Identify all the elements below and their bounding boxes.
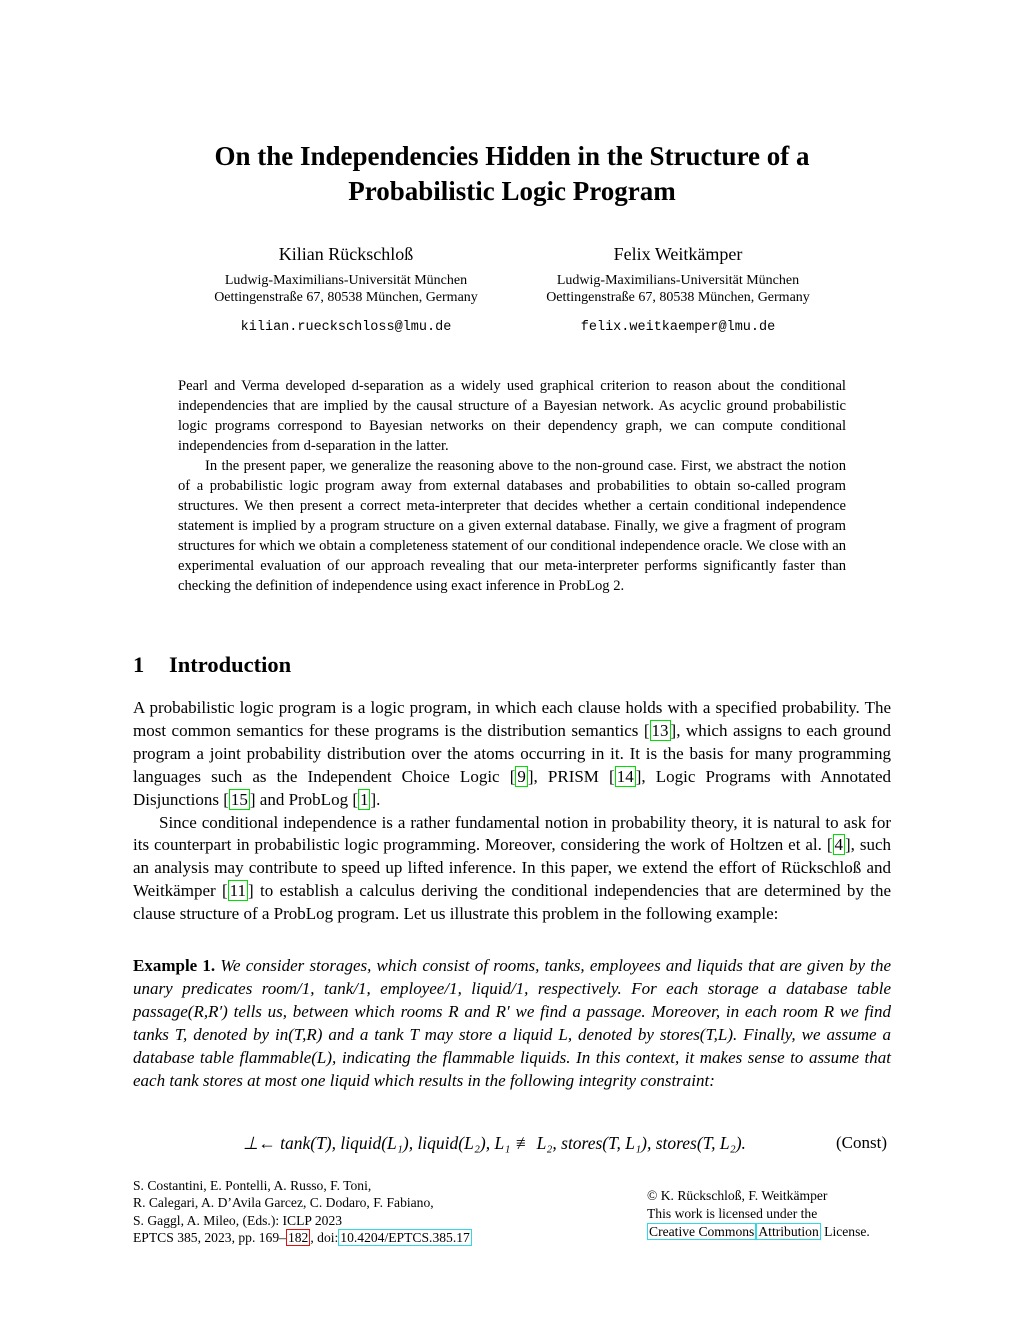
abstract-paragraph: Pearl and Verma developed d-separation as a widely used graphical criterion to reason about the conditional independencies that are implied by the causal structure of a Bayesian network. As acyclic ground probabilistic logic programs correspond to Bayesian networks on their dependency graph, we can compute conditional independencies from d-separation in the latter. [178, 378, 846, 454]
citation-link[interactable]: 4 [834, 835, 843, 855]
paper-title [130, 139, 894, 209]
abstract [178, 376, 846, 596]
section-heading [133, 651, 291, 679]
text-run: ], such an analysis may contribute to speed up lifted inference. In this paper, we extend the effort of Rückschloß and Weitkämper [ [133, 835, 892, 901]
title-line-2: Probabilistic Logic Program [348, 176, 676, 206]
intro-paragraph [133, 812, 891, 927]
footer-license [647, 1187, 870, 1241]
author-name: Kilian Rückschloß [278, 244, 414, 264]
author-1 [200, 242, 492, 335]
citation-link[interactable]: 9 [517, 766, 526, 786]
author-affiliation-line: Ludwig-Maximilians-Universität München [556, 273, 800, 288]
section-title: Introduction [169, 652, 292, 677]
section-number: 1 [133, 652, 145, 677]
attribution-link[interactable]: Attribution [758, 1224, 819, 1239]
text-run: , doi: [310, 1230, 339, 1246]
introduction-body [133, 697, 891, 926]
title-line-1: On the Independencies Hidden in the Structure of a [214, 141, 810, 171]
text-run: License. [820, 1224, 870, 1239]
example-label: Example 1. [133, 956, 216, 975]
license-links [647, 1223, 870, 1241]
doi-link[interactable]: 10.4204/EPTCS.385.17 [340, 1230, 470, 1246]
footer-line [133, 1229, 472, 1246]
author-name: Felix Weitkämper [613, 244, 743, 264]
text-run: ], which assigns to each ground program a joint probability distribution over the atoms occurring in it. It is the basis for many programming languages such as the Independent Choice Logic [ [133, 720, 892, 786]
text-run: ] and ProbLog [ [249, 789, 358, 809]
last-page-link[interactable]: 182 [287, 1230, 309, 1246]
license-line: This work is licensed under the [647, 1206, 818, 1221]
author-affiliation-line: Oettingenstraße 67, 80538 München, Germany [546, 290, 810, 305]
author-affiliation-line: Oettingenstraße 67, 80538 München, Germany [214, 290, 478, 305]
author-email[interactable]: felix.weitkaemper@lmu.de [580, 320, 776, 335]
citation-link[interactable]: 11 [229, 881, 247, 901]
text-run: A probabilistic logic program is a logic program, in which each clause holds with a specified probability. The most common semantics for these programs is the distribution semantics [ [133, 698, 891, 740]
footer-publication-info [133, 1177, 472, 1247]
text-run: ], PRISM [ [527, 766, 615, 786]
author-2 [532, 242, 824, 335]
citation-link[interactable]: 13 [651, 720, 669, 740]
copyright-line: © K. Rückschloß, F. Weitkämper [647, 1188, 828, 1203]
text-run: EPTCS 385, 2023, pp. 169– [133, 1230, 286, 1246]
intro-paragraph [133, 697, 891, 812]
example-block [133, 955, 891, 1092]
author-affiliation-line: Ludwig-Maximilians-Universität München [224, 273, 468, 288]
equation-label: (Const) [836, 1133, 887, 1152]
author-email[interactable]: kilian.rueckschloss@lmu.de [240, 320, 452, 335]
example-text: We consider storages, which consist of rooms, tanks, employees and liquids that are given by the unary predicates room/1, tank/1, employee/1, liquid/1, respectively. For each storage a database table passage(R,R′) tells us, between which rooms R and R′ we find a passage. Moreover, in each room R we find tanks T, denoted by in(T,R) and a tank T may store a liquid L, denoted by stores(T,L). Finally, we assume a database table flammable(L), indicating the flammable liquids. In this context, it makes sense to assume that each tank stores at most one liquid which results in the following integrity constraint: [133, 956, 891, 1090]
abstract-paragraph: In the present paper, we generalize the reasoning above to the non-ground case. First, we abstract the notion of a probabilistic logic program away from external databases and probabilities to obtain so-called program structures. We then present a correct meta-interpreter that decides whether a certain conditional independence statement is implied by a program structure on a given external database. Finally, we give a fragment of program structures for which we obtain a completeness statement of our conditional independence oracle. We close with an experimental evaluation of our approach revealing that our meta-interpreter performs significantly faster than checking the definition of independence using exact inference in ProbLog 2. [178, 458, 846, 594]
creative-commons-link[interactable]: Creative Commons [649, 1224, 755, 1239]
citation-link[interactable]: 1 [359, 789, 369, 809]
text-run: Since conditional independence is a rather fundamental notion in probability theory, it is natural to ask for its counterpart in probabilistic logic programming. Moreover, considering the work of Holtzen et al. [ [133, 812, 891, 855]
citation-link[interactable]: 15 [230, 789, 248, 809]
equation-const: ⊥← tank(T), liquid(L₁), liquid(L₂), L₁ ≢ L₂, stores(T, L₁), stores(T, L₂). [243, 1133, 746, 1153]
citation-link[interactable]: 14 [616, 766, 634, 786]
footer-line: S. Gaggl, A. Mileo, (Eds.): ICLP 2023 [133, 1212, 343, 1228]
text-run: ], Logic Programs with Annotated Disjunctions [ [133, 766, 891, 809]
text-run: ] to establish a calculus deriving the conditional independencies that are determined by the clause structure of a ProbLog program. Let us illustrate this problem in the following example: [133, 881, 892, 924]
footer-line: S. Costantini, E. Pontelli, A. Russo, F. Toni, [133, 1178, 372, 1193]
footer-line: R. Calegari, A. D’Avila Garcez, C. Dodaro, F. Fabiano, [133, 1195, 434, 1211]
text-run: ]. [370, 789, 381, 809]
